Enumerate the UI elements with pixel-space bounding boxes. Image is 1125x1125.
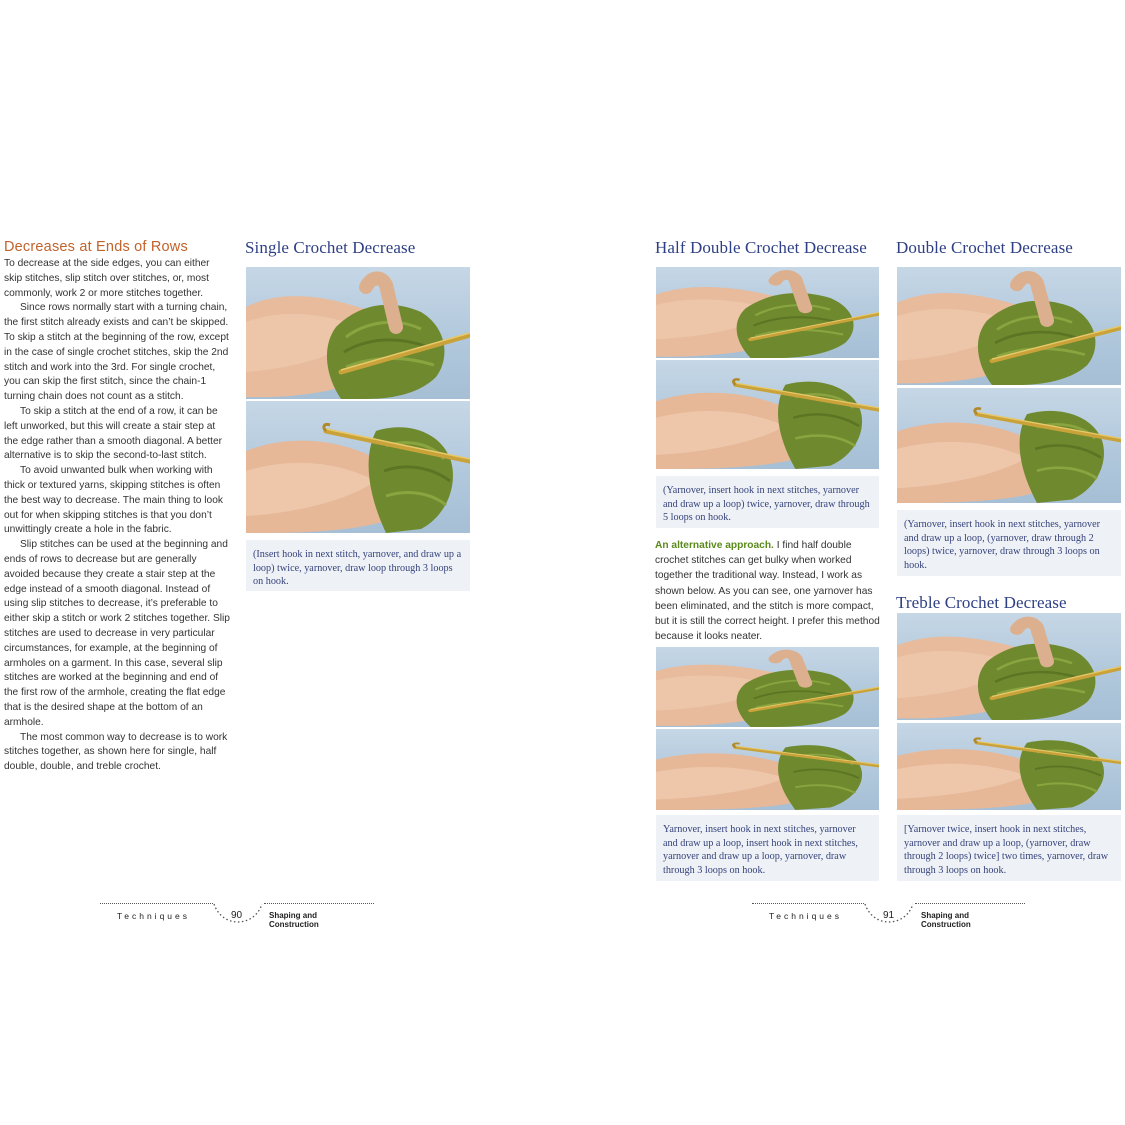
caption-single-crochet: (Insert hook in next stitch, yarnover, and draw up a loop) twice, yarnover, draw loop through 3 loops on hook. — [246, 540, 470, 591]
footer-chapter: Shaping and Construction — [921, 911, 971, 929]
photo-hdc-step-1 — [656, 267, 879, 358]
footer-dots — [264, 903, 374, 904]
photo-hdc-alt-step-1 — [656, 647, 879, 727]
caption-hdc-alternative: Yarnover, insert hook in next stitches, yarnover and draw up a loop, insert hook in next stitches, yarnover and draw up a loop, yarnover, draw through 3 loops on hook. — [656, 815, 879, 881]
footer-section-label: Techniques — [117, 911, 191, 921]
caption-double-crochet: (Yarnover, insert hook in next stitches, yarnover and draw up a loop, (yarnover, draw through 2 loops) twice, yarnover, draw through 3 loops on hook. — [897, 510, 1121, 576]
paragraph: Slip stitches can be used at the beginning and ends of rows to decrease but are generally avoided because they create a stair step at the edge instead of a smooth diagonal. Instead of using slip stitches to decrease, it’s preferable to either skip a stitch or work 2 stitches together. Slip stitches are used to decrease in very particular circumstances, for example, at the beginning of armholes on a garment. In this case, several slip stitches are worked at the beginning and end of the first row of the armhole, creating the flat edge that is the desired shape at the bottom of an armhole. — [4, 539, 230, 728]
paragraph: To decrease at the side edges, you can either skip stitches, slip stitch over stitches, or, most commonly, work 2 or more stitches together. — [4, 258, 210, 299]
caption-half-double-crochet: (Yarnover, insert hook in next stitches, yarnover and draw up a loop) twice, yarnover, draw through 5 loops on hook. — [656, 476, 879, 528]
paragraph: To avoid unwanted bulk when working with thick or textured yarns, skipping stitches is often the best way to decrease. The main thing to look out for when skipping stitches is that you don’t unwittingly create a hole in the fabric. — [4, 465, 223, 536]
heading-half-double-crochet-decrease: Half Double Crochet Decrease — [655, 238, 867, 257]
page-number-90: 90 — [231, 910, 243, 921]
page-number-91: 91 — [883, 910, 895, 921]
heading-single-crochet-decrease: Single Crochet Decrease — [245, 238, 416, 257]
footer-dots — [100, 903, 213, 904]
photo-tr-step-2 — [897, 723, 1121, 810]
alternative-approach-body: I find half double crochet stitches can get bulky when worked together the traditional way. Instead, I work as shown below. As you can see, one yarnover has been eliminated, and the stitch is more compact, but it is still the correct height. I prefer this method because it looks neater. — [655, 540, 880, 643]
caption-treble-crochet: [Yarnover twice, insert hook in next stitches, yarnover and draw up a loop, (yarnover, draw through 2 loops) twice] two times, yarnover, draw through 3 loops on hook. — [897, 815, 1121, 881]
footer-section-label: Techniques — [769, 911, 843, 921]
photo-hdc-step-2 — [656, 360, 879, 469]
body-text-left — [4, 257, 230, 775]
paragraph: Since rows normally start with a turning chain, the first stitch already exists and can’t be skipped. To skip a stitch at the beginning of the row, except in the case of single crochet stitches, skip the 2nd stitch and work into the 3rd. For single crochet, you can skip the first stitch, since the chain-1 turning chain does not count as a stitch. — [4, 302, 229, 403]
alternative-approach-text — [655, 538, 881, 644]
photo-hdc-alt-step-2 — [656, 729, 879, 810]
heading-treble-crochet-decrease: Treble Crochet Decrease — [896, 593, 1067, 612]
photo-sc-step-1 — [246, 267, 470, 399]
section-heading-decreases: Decreases at Ends of Rows — [4, 239, 188, 255]
heading-double-crochet-decrease: Double Crochet Decrease — [896, 238, 1073, 257]
photo-dc-step-2 — [897, 388, 1121, 503]
photo-dc-step-1 — [897, 267, 1121, 385]
photo-sc-step-2 — [246, 401, 470, 533]
photo-tr-step-1 — [897, 613, 1121, 720]
paragraph: The most common way to decrease is to work stitches together, as shown here for single, half double, double, and treble crochet. — [4, 731, 228, 773]
footer-dots — [915, 903, 1025, 904]
paragraph: To skip a stitch at the end of a row, it can be left unworked, but this will create a stair step at the edge rather than a smooth diagonal. A better alternative is to skip the second-to-last stitch. — [4, 405, 223, 462]
footer-chapter: Shaping and Construction — [269, 911, 319, 929]
alternative-approach-label: An alternative approach. — [655, 540, 774, 551]
footer-dots — [752, 903, 864, 904]
